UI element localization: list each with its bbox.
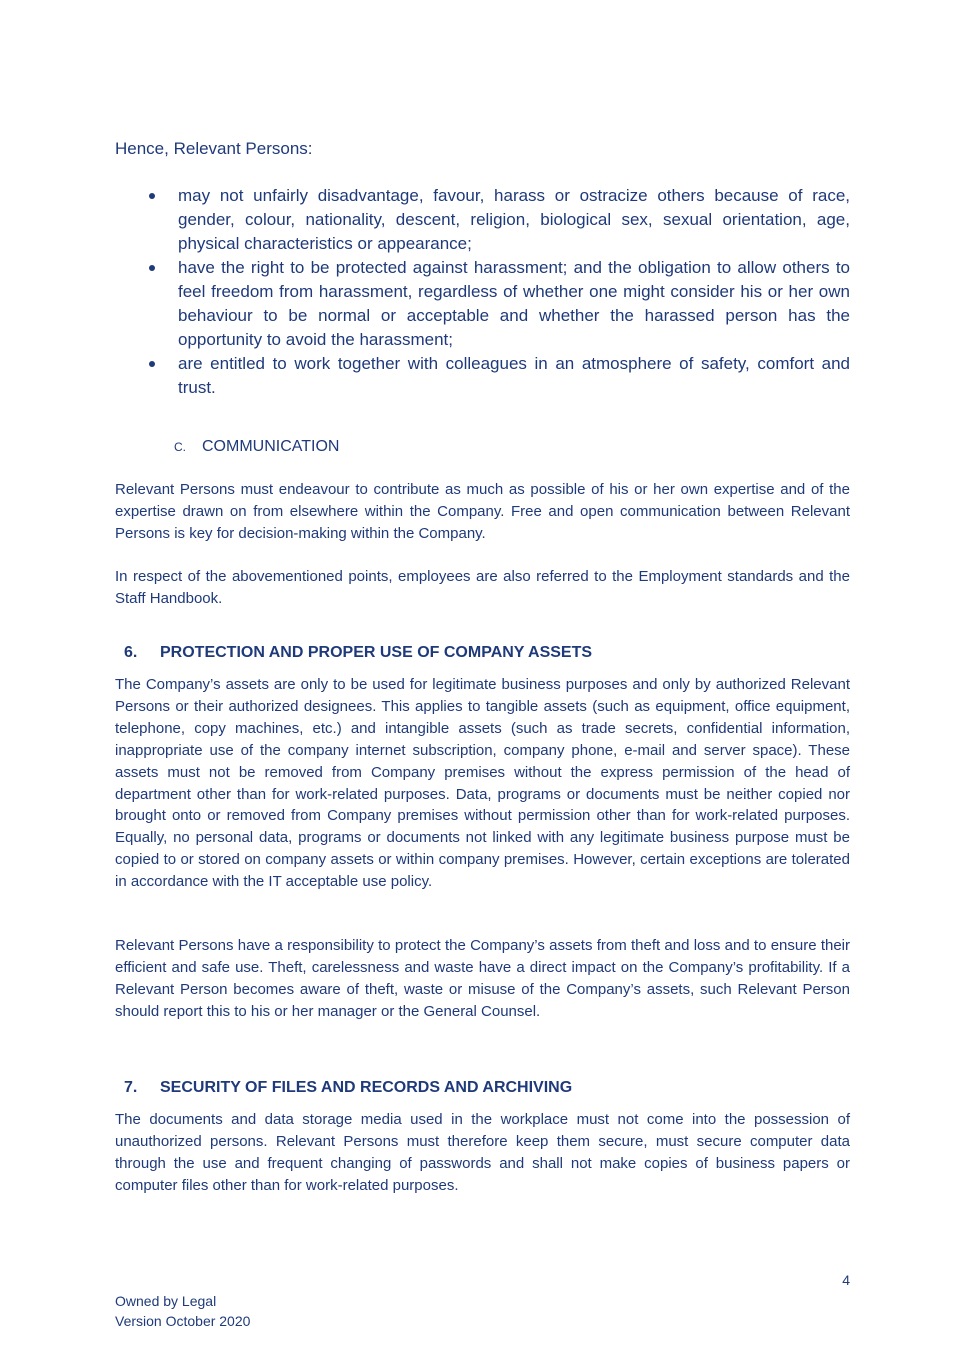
section-6-number: 6. (124, 644, 138, 661)
section-6-title: PROTECTION AND PROPER USE OF COMPANY ASSETS (160, 644, 593, 661)
section-6-paragraph-1: The Company’s assets are only to be used for legitimate business purposes and only by authorized Relevant Persons or their authorized designees. This applies to tangible assets (such as equipment, office equipment, telephone, copy machines, etc.) and intangible assets (such as trade secrets, confidential information, inappropriate use of the company internet subscription, company phone, e-mail and server space). These assets must not be removed from Company premises without the express permission of the head of department other than for work-related purposes. Data, programs or documents must be neither copied nor brought onto or removed from Company premises without permission other than for work-related purposes. Equally, no personal data, programs or documents not linked with any legitimate business purpose must be copied to or stored on company assets or within company premises. However, certain exceptions are tolerated in accordance with the IT acceptable use policy. (115, 676, 850, 891)
section-7-title: SECURITY OF FILES AND RECORDS AND ARCHIVING (160, 1079, 573, 1096)
bullet-icon (149, 193, 155, 199)
footer-owner: Owned by Legal (115, 1293, 217, 1309)
section-7-paragraph-1: The documents and data storage media used in the workplace must not come into the possession of unauthorized persons. Relevant Persons must therefore keep them secure, must secure computer data through the use and frequent changing of passwords and shall not make copies of business papers or computer files other than for work-related purposes. (115, 1111, 850, 1194)
communication-paragraph-2: In respect of the abovementioned points, employees are also referred to the Employment standards and the Staff Handbook. (115, 568, 850, 607)
page-number: 4 (842, 1272, 850, 1288)
section-6-paragraph-2: Relevant Persons have a responsibility to protect the Company’s assets from theft and loss and to ensure their efficient and safe use. Theft, carelessness and waste have a direct impact on the Company’s profitability. If a Relevant Person becomes aware of theft, waste or misuse of the Company’s assets, such Relevant Person should report this to his or her manager or the General Counsel. (115, 937, 850, 1020)
bullet-icon (149, 361, 155, 367)
section-7-number: 7. (124, 1079, 138, 1096)
communication-paragraph-1: Relevant Persons must endeavour to contribute as much as possible of his or her own expertise and of the expertise drawn on from elsewhere within the Company. Free and open communication between Relevant Persons is key for decision-making within the Company. (115, 481, 850, 542)
subsection-heading (174, 437, 339, 457)
footer-version: Version October 2020 (115, 1313, 251, 1329)
subsection-title: COMMUNICATION (202, 438, 340, 455)
list-item: may not unfairly disadvantage, favour, harass or ostracize others because of race, gender, colour, nationality, descent, religion, biological sex, sexual orientation, age, physical characteristics or appearance; (145, 184, 850, 256)
bullet-list (145, 184, 850, 400)
subsection-letter: C. (174, 440, 186, 454)
section-6-heading (124, 643, 592, 663)
list-item: are entitled to work together with colleagues in an atmosphere of safety, comfort and trust. (145, 352, 850, 400)
intro-text: Hence, Relevant Persons: (115, 139, 313, 158)
section-7-heading (124, 1078, 572, 1098)
list-item: have the right to be protected against harassment; and the obligation to allow others to feel freedom from harassment, regardless of whether one might consider his or her own behaviour to be normal or acceptable and whether the harassed person has the opportunity to avoid the harassment; (145, 256, 850, 352)
bullet-icon (149, 265, 155, 271)
